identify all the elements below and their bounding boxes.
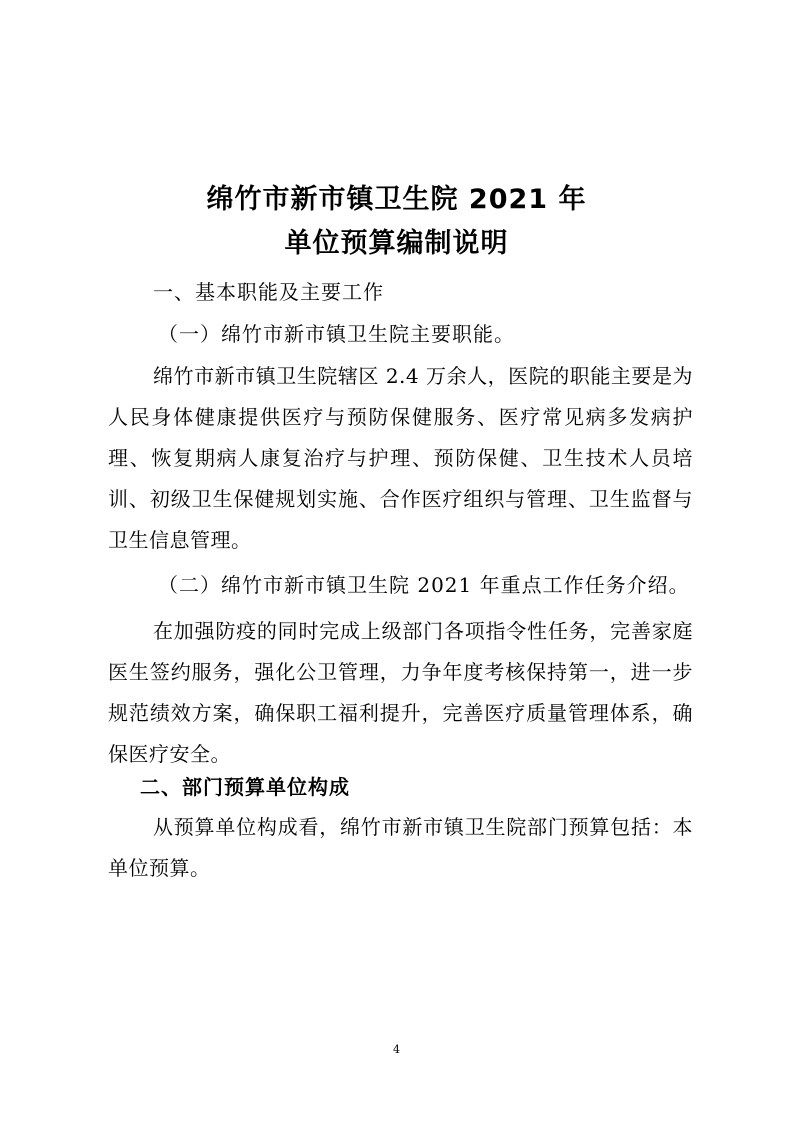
- section1-sub2-body: 在加强防疫的同时完成上级部门各项指令性任务，完善家庭医生签约服务，强化公卫管理，力争年度考核保持第一，进一步规范绩效方案，确保职工福利提升，完善医疗质量管理体系，确保医疗安全。: [108, 619, 693, 766]
- section1-heading: 一、基本职能及主要工作: [153, 280, 384, 304]
- section2-heading: 二、部门预算单位构成: [140, 775, 350, 799]
- section1-sub2-heading: （二）绵竹市新市镇卫生院 2021 年重点工作任务介绍。: [158, 573, 690, 597]
- section2-body: 从预算单位构成看，绵竹市新市镇卫生院部门预算包括：本单位预算。: [108, 815, 693, 880]
- section1-sub1-heading: （一）绵竹市新市镇卫生院主要职能。: [158, 322, 515, 346]
- document-title-line1: 绵竹市新市镇卫生院 2021 年: [206, 184, 587, 215]
- document-title-line2: 单位预算编制说明: [284, 228, 509, 259]
- page-number: 4: [393, 1043, 400, 1056]
- section1-sub1-body: 绵竹市新市镇卫生院辖区 2.4 万余人，医院的职能主要是为人民身体健康提供医疗与预防保健服务、医疗常见病多发病护理、恢复期病人康复治疗与护理、预防保健、卫生技术人员培训、初级卫生保健规划实施、合作医疗组织与管理、卫生监督与卫生信息管理。: [108, 364, 693, 552]
